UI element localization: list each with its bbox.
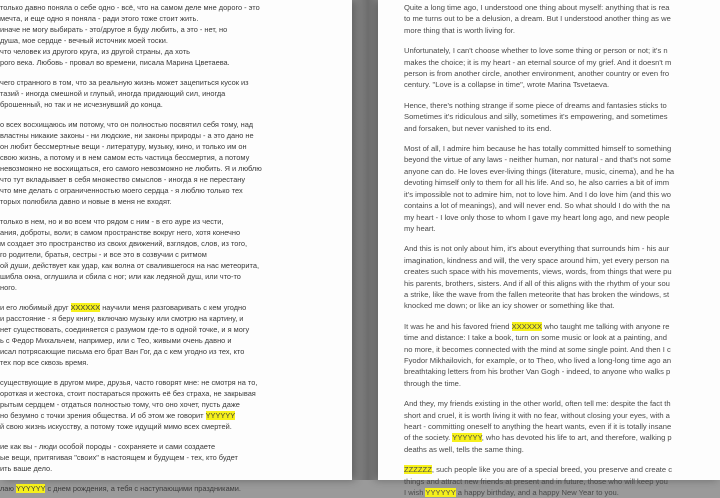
line-text: my heart - I love only those to whom I gave my heart long ago, and new people: [404, 212, 670, 222]
line-text: ания, доброты, воли; в самом пространстве вокруг него, хотя конечно: [0, 228, 241, 237]
line-text: о всех восхищаюсь им потому, что он полностью посвятил себя тому, над: [0, 120, 254, 129]
right-page-paragraph: [404, 2, 720, 36]
line-text: м создает это пространство из своих движений, взглядов, слов, из того,: [0, 239, 248, 248]
text-line: [0, 238, 348, 249]
text-line: [0, 152, 348, 163]
line-text: who taught me talking with anyone re: [542, 321, 670, 331]
line-text: And they, my friends existing in the other world, often tell me: despite the fact th: [404, 399, 671, 409]
text-line: [0, 46, 348, 57]
highlighted-name: XXXXXX: [70, 303, 101, 312]
line-text: что мне делать с ограниченностью моего сердца - я люблю только тех: [0, 186, 243, 195]
text-line: [0, 282, 348, 293]
line-text: лаю: [0, 484, 17, 493]
highlighted-name: YYYYYY: [425, 488, 456, 498]
line-text: властны никакие законы - ни людские, ни законы природы - а это дано не: [0, 131, 254, 140]
text-line: [0, 24, 348, 35]
line-text: to me turns out to be a delusion, a dream. But I understood another thing as we: [404, 14, 671, 24]
left-page-paragraph: [0, 119, 348, 207]
left-page-paragraph: [0, 483, 348, 494]
text-line: [404, 111, 720, 122]
text-line: [404, 25, 720, 36]
text-line: [404, 212, 720, 223]
line-text: century. "Love is a collapse in time", wrote Marina Tsvetaeva.: [404, 80, 610, 90]
line-text: но безумно с точки зрения общества. И об этом же говорит: [0, 411, 206, 420]
right-page-paragraph: [404, 321, 720, 389]
line-text: Quite a long time ago, I understood one thing about myself: anything that is rea: [404, 3, 670, 12]
text-line: [0, 388, 348, 399]
highlighted-name: ZZZZZZ: [404, 465, 432, 475]
line-text: knocked me down; or like an icy shower or something like that.: [404, 301, 615, 311]
text-line: [0, 2, 348, 13]
line-text: тех пор все сквозь время.: [0, 358, 89, 367]
text-line: [404, 378, 720, 389]
line-text: creates such space with his movements, views, words, from things that were pu: [404, 267, 672, 277]
text-line: [0, 452, 348, 463]
line-text: ие как вы - люди особой породы - сохраняете и сами создаете: [0, 442, 216, 451]
line-text: торых полюбила давно и новые в меня не входят.: [0, 197, 172, 206]
line-text: Fyodor Mikhailovich, for example, or to Theo, who lived a long-long time ago an: [404, 355, 672, 365]
text-line: [0, 483, 348, 494]
text-line: [404, 100, 720, 111]
line-text: contains a lot of meanings), and will never end. So what should I do with the na: [404, 201, 670, 211]
line-text: душа, мое сердце - вечный источник моей тоски.: [0, 36, 168, 45]
text-line: [404, 243, 720, 254]
line-text: он любит бессмертные вещи - литературу, музыку, кино, и только им он: [0, 142, 247, 151]
line-text: исал потрясающие письма его брат Ван Гог, да с кем угодно из тех, кто: [0, 347, 245, 356]
left-page-paragraph: [0, 2, 348, 68]
line-text: нет существовать, соединяется с разумом где-то в одной точке, и я могу: [0, 325, 250, 334]
text-line: [404, 57, 720, 68]
line-text: anyone can do. He loves ever-living things (literature, music, cinema), and he ha: [404, 166, 675, 176]
line-text: Hence, there's nothing strange if some piece of dreams and fantasies sticks to: [404, 100, 667, 110]
text-line: [404, 300, 720, 311]
line-text: devoting himself only to them for all his life. And so, he also carries a bit of imm: [404, 178, 670, 188]
left-page-paragraph: [0, 377, 348, 432]
text-line: [0, 119, 348, 130]
text-line: [0, 163, 348, 174]
line-text: с днем рождения, а тебя с наступающими праздниками.: [45, 484, 241, 493]
text-line: [0, 57, 348, 68]
line-text: и расстояние - я беру книгу, включаю музыку или смотрю на картину, и: [0, 314, 244, 323]
text-line: [404, 166, 720, 177]
text-line: [404, 154, 720, 165]
text-line: [0, 421, 348, 432]
line-text: deaths as well, tells the same thing.: [404, 444, 524, 454]
left-page-russian: [0, 0, 352, 493]
line-text: it's impossible not to admire him, not to love him. And I do love him (and this wo: [404, 189, 671, 199]
line-text: beyond the virtue of any laws - neither human, nor natural - and that's not some: [404, 155, 671, 165]
text-line: [404, 432, 720, 443]
right-page-paragraph: [404, 243, 720, 311]
text-line: [404, 79, 720, 90]
line-text: свою жизнь, а потому и в нем самом есть частица бессмертия, а потому: [0, 153, 250, 162]
highlighted-name: YYYYYY: [452, 433, 482, 443]
text-line: [404, 255, 720, 266]
left-page-paragraph: [0, 77, 348, 110]
line-text: ороткая и жестока, стоит постараться прожить её без страха, не закрывая: [0, 389, 256, 398]
text-line: [0, 271, 348, 282]
line-text: тазий - иногда смешной и глупый, иногда придающий сил, иногда: [0, 89, 226, 98]
text-line: [0, 88, 348, 99]
line-text: And this is not only about him, it's about everything that surrounds him - his aur: [404, 244, 670, 254]
text-line: [404, 223, 720, 234]
text-line: [0, 141, 348, 152]
text-line: [404, 123, 720, 134]
text-line: [0, 77, 348, 88]
right-page-paragraph: [404, 45, 720, 91]
text-line: [0, 302, 348, 313]
line-text: й свою жизнь искусству, а потому тоже идущий мимо всех смертей.: [0, 422, 232, 431]
line-text: что тут вкладывает в себя множество смыслов - иногда я не перестану: [0, 175, 246, 184]
line-text: a happy birthday, and a happy New Year to you.: [455, 488, 619, 498]
line-text: мечта, и еще одно я поняла - ради этого тоже стоит жить.: [0, 14, 199, 23]
line-text: short and cruel, it is worth living it with no fear, without closing your eyes, with a: [404, 410, 670, 420]
right-page-paragraph: [404, 464, 720, 498]
right-page-paragraph: [404, 398, 720, 455]
text-line: [404, 355, 720, 366]
line-text: чего странного в том, что за реальную жизнь может зацепиться кусок из: [0, 78, 249, 87]
line-text: невозможно не восхищаться, его самого невозможно не любить. Я и люблю: [0, 164, 262, 173]
line-text: makes the choice; it is my heart - an eternal source of my grief. And it doesn't m: [404, 57, 672, 67]
line-text: ить ваше дело.: [0, 464, 53, 473]
line-text: , such people like you are of a special breed, you preserve and create c: [431, 465, 673, 475]
text-line: [404, 143, 720, 154]
line-text: только в нем, но и во всем что рядом с ним - в его ауре из чести,: [0, 217, 224, 226]
text-line: [404, 476, 720, 487]
text-line: [404, 278, 720, 289]
line-text: my heart.: [404, 223, 436, 233]
line-text: a strike, like the wave from the fallen meteorite that has broken the windows, st: [404, 289, 670, 299]
text-line: [0, 227, 348, 238]
line-text: иначе не могу выбирать - это/другое я буду любить, а это - нет, но: [0, 25, 228, 34]
text-line: [0, 130, 348, 141]
line-text: ного.: [0, 283, 17, 292]
text-line: [0, 99, 348, 110]
text-line: [404, 289, 720, 300]
line-text: существующие в другом мире, друзья, часто говорят мне: не смотря на то,: [0, 378, 258, 387]
text-line: [0, 346, 348, 357]
line-text: heart - committing oneself to anything the heart wants, even if it is totally insane: [404, 422, 672, 431]
text-line: [404, 200, 720, 211]
text-line: [0, 174, 348, 185]
text-line: [404, 266, 720, 277]
text-line: [0, 249, 348, 260]
text-line: [0, 216, 348, 227]
text-line: [404, 487, 720, 498]
line-text: Unfortunately, I can't choose whether to love some thing or person or not; it's n: [404, 46, 668, 56]
text-line: [0, 399, 348, 410]
line-text: ь с Федор Михальчем, например, или с Тео, живыми очень давно и: [0, 336, 232, 345]
text-line: [404, 13, 720, 24]
line-text: рого века. Любовь - провал во времени, писала Марина Цветаева.: [0, 58, 230, 67]
text-line: [404, 344, 720, 355]
text-line: [404, 189, 720, 200]
line-text: Most of all, I admire him because he has totally committed himself to something: [404, 144, 672, 154]
line-text: imagination, kindness and will, the very space around him, yet every person na: [404, 255, 670, 265]
text-line: [0, 260, 348, 271]
left-page-paragraph: [0, 302, 348, 368]
text-line: [0, 313, 348, 324]
text-line: [404, 398, 720, 409]
text-line: [0, 13, 348, 24]
text-line: [404, 421, 720, 432]
text-line: [404, 332, 720, 343]
line-text: и его любимый друг: [0, 303, 71, 312]
line-text: breathtaking letters from his brother Van Gogh - indeed, to anyone who walks p: [404, 367, 671, 377]
line-text: ой души, действует как удар, как волна от свалившегося на нас метеорита,: [0, 261, 259, 270]
left-page-text: [0, 2, 348, 494]
text-line: [404, 177, 720, 188]
line-text: and forsaken, but never vanished to its end.: [404, 123, 552, 133]
right-page-paragraph: [404, 100, 720, 134]
line-text: of the society.: [404, 433, 453, 443]
line-text: time and distance: I take a book, turn on some music or look at a painting, and: [404, 333, 667, 343]
right-page-english: [378, 0, 720, 498]
text-line: [0, 335, 348, 346]
line-text: научили меня разговаривать с кем угодно: [100, 303, 247, 312]
text-line: [0, 35, 348, 46]
text-line: [0, 410, 348, 421]
text-line: [0, 185, 348, 196]
text-line: [404, 366, 720, 377]
line-text: Sometimes it's ridiculous and silly, sometimes it's empowering, and sometimes: [404, 112, 668, 122]
line-text: I wish: [404, 488, 426, 498]
line-text: ые вещи, притягивая "своих" в настоящем и будущем - тех, кто будет: [0, 453, 238, 462]
text-line: [404, 321, 720, 332]
text-line: [404, 68, 720, 79]
text-line: [404, 2, 720, 13]
text-line: [0, 324, 348, 335]
right-page-paragraph: [404, 143, 720, 234]
line-text: шибла окна, оглушила и сбила с ног; или как ледяной душ, или что-то: [0, 272, 241, 281]
left-page-paragraph: [0, 441, 348, 474]
line-text: рытым сердцем - отдаться полностью тому, что оно хочет, пусть даже: [0, 400, 240, 409]
text-line: [0, 441, 348, 452]
line-text: It was he and his favored friend: [404, 321, 512, 331]
text-line: [404, 410, 720, 421]
text-line: [0, 377, 348, 388]
highlighted-name: YYYYYY: [205, 411, 236, 420]
line-text: no more, it becomes connected with the mind at some single point. And then I c: [404, 344, 671, 354]
text-line: [404, 464, 720, 475]
line-text: брошенный, но так и не исчезнувший до конца.: [0, 100, 163, 109]
line-text: , who has devoted his life to art, and therefore, walking p: [481, 433, 672, 443]
line-text: more thing that is worth living for.: [404, 25, 516, 35]
text-line: [0, 463, 348, 474]
left-page-paragraph: [0, 216, 348, 293]
line-text: his parents, brothers, sisters. And if all of this aligns with the rhythm of your sou: [404, 278, 670, 288]
line-text: things and attract new friends at present and in future, those who will keep you: [404, 476, 668, 486]
right-page-text: [404, 2, 720, 498]
text-line: [404, 45, 720, 56]
line-text: го родители, братья, сестры - и все это в созвучии с ритмом: [0, 250, 207, 259]
line-text: что человек из другого круга, из другой страны, да хоть: [0, 47, 190, 56]
text-line: [404, 444, 720, 455]
line-text: through the time.: [404, 378, 461, 388]
line-text: person is from another circle, another environment, another country or even fro: [404, 69, 670, 79]
highlighted-name: YYYYYY: [16, 484, 46, 493]
text-line: [0, 357, 348, 368]
line-text: только давно поняла о себе одно - всё, что на самом деле мне дорого - это: [0, 3, 260, 12]
highlighted-name: XXXXXX: [511, 321, 543, 331]
text-line: [0, 196, 348, 207]
